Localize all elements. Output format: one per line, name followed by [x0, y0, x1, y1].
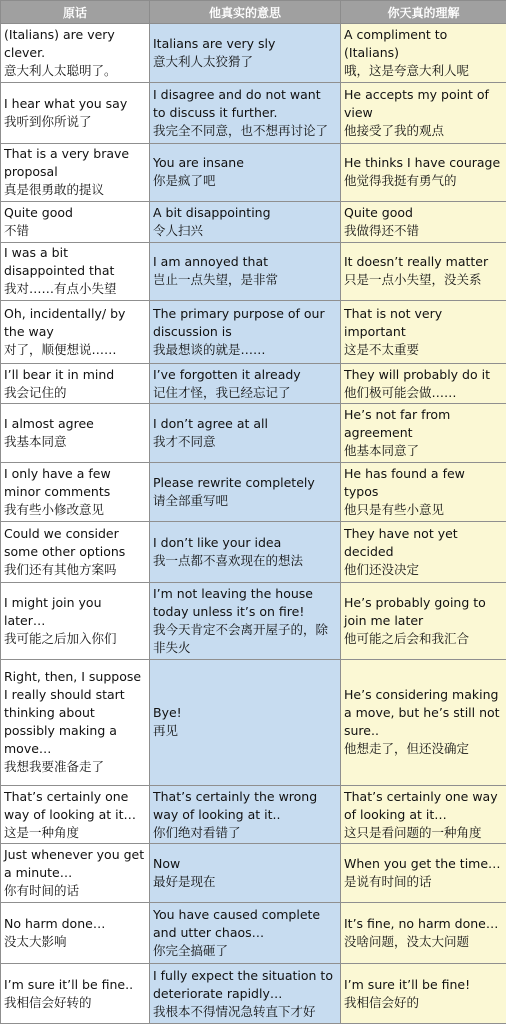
understood-cell-chinese: 他接受了我的观点 — [344, 122, 445, 138]
meant-cell-chinese: 我最想谈的就是…… — [153, 342, 266, 358]
meant-cell — [150, 903, 341, 964]
meant-cell-english: A bit disappointing — [153, 204, 271, 220]
understood-cell-english: He has found a few typos — [344, 465, 465, 499]
header-understood: 你天真的理解 — [341, 1, 506, 24]
meant-cell-chinese: 请全部重写吧 — [153, 492, 229, 508]
understood-cell-chinese: 他们极可能会做…… — [344, 384, 457, 400]
table-row — [1, 903, 506, 964]
meant-cell-chinese: 我才不同意 — [153, 434, 216, 450]
said-cell-chinese: 我有些小修改意见 — [4, 501, 105, 517]
meant-cell-english: I don’t agree at all — [153, 416, 268, 432]
understood-cell — [341, 582, 506, 659]
table-row — [1, 364, 506, 404]
table-row — [1, 242, 506, 301]
meant-cell — [150, 404, 341, 463]
said-cell — [1, 143, 150, 202]
table-row — [1, 404, 506, 463]
understood-cell — [341, 301, 506, 364]
table-row — [1, 463, 506, 522]
said-cell-chinese: 我可能之后加入你们 — [4, 630, 117, 646]
meant-cell — [150, 82, 341, 143]
meant-cell — [150, 364, 341, 404]
meant-cell — [150, 301, 341, 364]
meant-cell-chinese: 意大利人太狡猾了 — [153, 53, 254, 69]
understood-cell-english: That is not very important — [344, 306, 443, 340]
understood-cell-english: He thinks I have courage — [344, 155, 501, 171]
said-cell — [1, 964, 150, 1024]
said-cell-english: Oh, incidentally/ by the way — [4, 306, 126, 340]
meant-cell-chinese: 岂止一点失望，是非常 — [153, 272, 279, 288]
meant-cell-english: You have caused complete and utter chaos… — [153, 907, 321, 941]
meant-cell-chinese: 我一点都不喜欢现在的想法 — [153, 552, 304, 568]
understood-cell-english: Quite good — [344, 204, 413, 220]
said-cell-chinese: 这是一种角度 — [4, 824, 80, 840]
table-row — [1, 82, 506, 143]
meant-cell-chinese: 再见 — [153, 723, 179, 739]
understood-cell-english: They will probably do it — [344, 366, 490, 382]
meant-cell-chinese: 最好是现在 — [153, 874, 216, 890]
said-cell-english: I’ll bear it in mind — [4, 366, 115, 382]
understood-cell-chinese: 只是一点小失望，没关系 — [344, 272, 482, 288]
said-cell-chinese: 我基本同意 — [4, 434, 67, 450]
said-cell-english: (Italians) are very clever. — [4, 26, 115, 60]
understood-cell-chinese: 他想走了，但还没确定 — [344, 741, 470, 757]
meant-cell — [150, 785, 341, 844]
table-row — [1, 659, 506, 785]
said-cell — [1, 82, 150, 143]
understood-cell-chinese: 是说有时间的话 — [344, 874, 432, 890]
understood-cell — [341, 364, 506, 404]
understood-cell-chinese: 我相信会好的 — [344, 994, 420, 1010]
meant-cell-english: Bye! — [153, 705, 182, 721]
meant-cell-english: I don’t like your idea — [153, 534, 282, 550]
said-cell-chinese: 你有时间的话 — [4, 883, 80, 899]
meant-cell — [150, 964, 341, 1024]
said-cell — [1, 844, 150, 903]
understood-cell-chinese: 他觉得我挺有勇气的 — [344, 173, 457, 189]
meant-cell-chinese: 记住才怪，我已经忘记了 — [153, 384, 291, 400]
understood-cell — [341, 844, 506, 903]
meant-cell-chinese: 我完全不同意，也不想再讨论了 — [153, 122, 329, 138]
said-cell-chinese: 我对……有点小失望 — [4, 281, 117, 297]
understood-cell-english: He’s considering making a move, but he’s still not sure.. — [344, 687, 500, 739]
meant-cell-english: The primary purpose of our discussion is — [153, 306, 325, 340]
understood-cell-english: He’s probably going to join me later — [344, 594, 486, 628]
said-cell-english: Could we consider some other options — [4, 525, 126, 559]
understood-cell-chinese: 他基本同意了 — [344, 443, 420, 459]
understood-cell-chinese: 我做得还不错 — [344, 222, 420, 238]
said-cell — [1, 785, 150, 844]
said-cell-chinese: 我听到你所说了 — [4, 113, 92, 129]
understood-cell — [341, 463, 506, 522]
understood-cell-english: A compliment to (Italians) — [344, 26, 448, 60]
table-row — [1, 844, 506, 903]
understood-cell-english: That’s certainly one way of looking at it… — [344, 788, 498, 822]
said-cell-english: That’s certainly one way of looking at it… — [4, 788, 136, 822]
meant-cell-english: I disagree and do not want to discuss it further. — [153, 86, 321, 120]
understood-cell-english: When you get the time… — [344, 856, 501, 872]
understood-cell-english: It doesn’t really matter — [344, 254, 489, 270]
said-cell-chinese: 真是很勇敢的提议 — [4, 182, 105, 198]
meant-cell — [150, 521, 341, 582]
meant-cell — [150, 143, 341, 202]
understood-cell-english: They have not yet decided — [344, 525, 458, 559]
said-cell-english: I almost agree — [4, 416, 94, 432]
header-said: 原话 — [1, 1, 150, 24]
understood-cell-chinese: 哦，这是夸意大利人呢 — [344, 62, 470, 78]
said-cell — [1, 202, 150, 242]
table-row — [1, 143, 506, 202]
meant-cell-english: Now — [153, 856, 181, 872]
understood-cell-english: I’m sure it’ll be fine! — [344, 976, 471, 992]
said-cell-english: I hear what you say — [4, 95, 128, 111]
meant-cell-english: Please rewrite completely — [153, 474, 315, 490]
meant-cell-chinese: 你是疯了吧 — [153, 173, 216, 189]
meant-cell-english: I fully expect the situation to deteriorate rapidly… — [153, 967, 333, 1001]
table-row — [1, 785, 506, 844]
said-cell — [1, 463, 150, 522]
said-cell-english: I only have a few minor comments — [4, 465, 111, 499]
meant-cell — [150, 242, 341, 301]
table-row — [1, 964, 506, 1024]
meant-cell-chinese: 你们绝对看错了 — [153, 824, 241, 840]
said-cell — [1, 24, 150, 83]
understood-cell — [341, 24, 506, 83]
said-cell-chinese: 对了，顺便想说…… — [4, 342, 117, 358]
understood-cell — [341, 521, 506, 582]
header-row — [1, 1, 506, 24]
understood-cell — [341, 202, 506, 242]
understood-cell-english: He accepts my point of view — [344, 86, 489, 120]
said-cell-chinese: 没太大影响 — [4, 934, 67, 950]
understood-cell-chinese: 这只是看问题的一种角度 — [344, 824, 482, 840]
meant-cell-english: I’ve forgotten it already — [153, 366, 301, 382]
understood-cell-chinese: 他只是有些小意见 — [344, 501, 445, 517]
said-cell — [1, 903, 150, 964]
meant-cell-english: I am annoyed that — [153, 254, 269, 270]
said-cell-english: I’m sure it’ll be fine.. — [4, 976, 134, 992]
meant-cell — [150, 582, 341, 659]
table-row — [1, 24, 506, 83]
understood-cell — [341, 903, 506, 964]
said-cell-chinese: 意大利人太聪明了。 — [4, 62, 117, 78]
understood-cell-chinese: 这是不太重要 — [344, 342, 420, 358]
understood-cell — [341, 659, 506, 785]
meant-cell-english: I’m not leaving the house today unless it’s on fire! — [153, 585, 313, 619]
table-row — [1, 301, 506, 364]
meant-cell — [150, 202, 341, 242]
meant-cell — [150, 24, 341, 83]
table-row — [1, 582, 506, 659]
understood-cell — [341, 82, 506, 143]
understood-cell — [341, 242, 506, 301]
table-row — [1, 521, 506, 582]
meant-cell — [150, 463, 341, 522]
said-cell — [1, 659, 150, 785]
header-meant: 他真实的意思 — [150, 1, 341, 24]
meant-cell-chinese: 你完全搞砸了 — [153, 943, 229, 959]
understood-cell-english: It’s fine, no harm done… — [344, 916, 499, 932]
said-cell — [1, 301, 150, 364]
said-cell-english: I was a bit disappointed that — [4, 245, 115, 279]
understood-cell-english: He’s not far from agreement — [344, 407, 451, 441]
said-cell — [1, 404, 150, 463]
said-cell-english: Just whenever you get a minute… — [4, 847, 145, 881]
meant-cell-chinese: 令人扫兴 — [153, 222, 204, 238]
meant-cell-english: You are insane — [153, 155, 244, 171]
understood-cell-chinese: 他们还没决定 — [344, 561, 420, 577]
meant-cell-english: That’s certainly the wrong way of looking at it.. — [153, 788, 318, 822]
said-cell-english: Right, then, I suppose I really should start thinking about possibly making a move… — [4, 669, 142, 757]
table-row — [1, 202, 506, 242]
said-cell-chinese: 不错 — [4, 222, 30, 238]
said-cell-english: No harm done… — [4, 916, 106, 932]
said-cell-english: I might join you later… — [4, 594, 102, 628]
said-cell — [1, 582, 150, 659]
understood-cell — [341, 143, 506, 202]
meant-cell-english: Italians are very sly — [153, 35, 276, 51]
said-cell-chinese: 我想我要准备走了 — [4, 759, 105, 775]
said-cell — [1, 521, 150, 582]
said-cell — [1, 364, 150, 404]
meant-cell-chinese: 我今天肯定不会离开屋子的，除非失火 — [153, 621, 329, 655]
said-cell — [1, 242, 150, 301]
said-cell-english: That is a very brave proposal — [4, 146, 130, 180]
understood-cell — [341, 785, 506, 844]
meant-cell — [150, 659, 341, 785]
understood-cell — [341, 964, 506, 1024]
said-cell-chinese: 我相信会好转的 — [4, 994, 92, 1010]
understood-cell-chinese: 他可能之后会和我汇合 — [344, 630, 470, 646]
meant-cell-chinese: 我根本不得情况急转直下才好 — [153, 1003, 316, 1019]
said-cell-english: Quite good — [4, 204, 73, 220]
understood-cell — [341, 404, 506, 463]
meant-cell — [150, 844, 341, 903]
said-cell-chinese: 我会记住的 — [4, 384, 67, 400]
understood-cell-chinese: 没啥问题，没太大问题 — [344, 934, 470, 950]
said-cell-chinese: 我们还有其他方案吗 — [4, 561, 117, 577]
